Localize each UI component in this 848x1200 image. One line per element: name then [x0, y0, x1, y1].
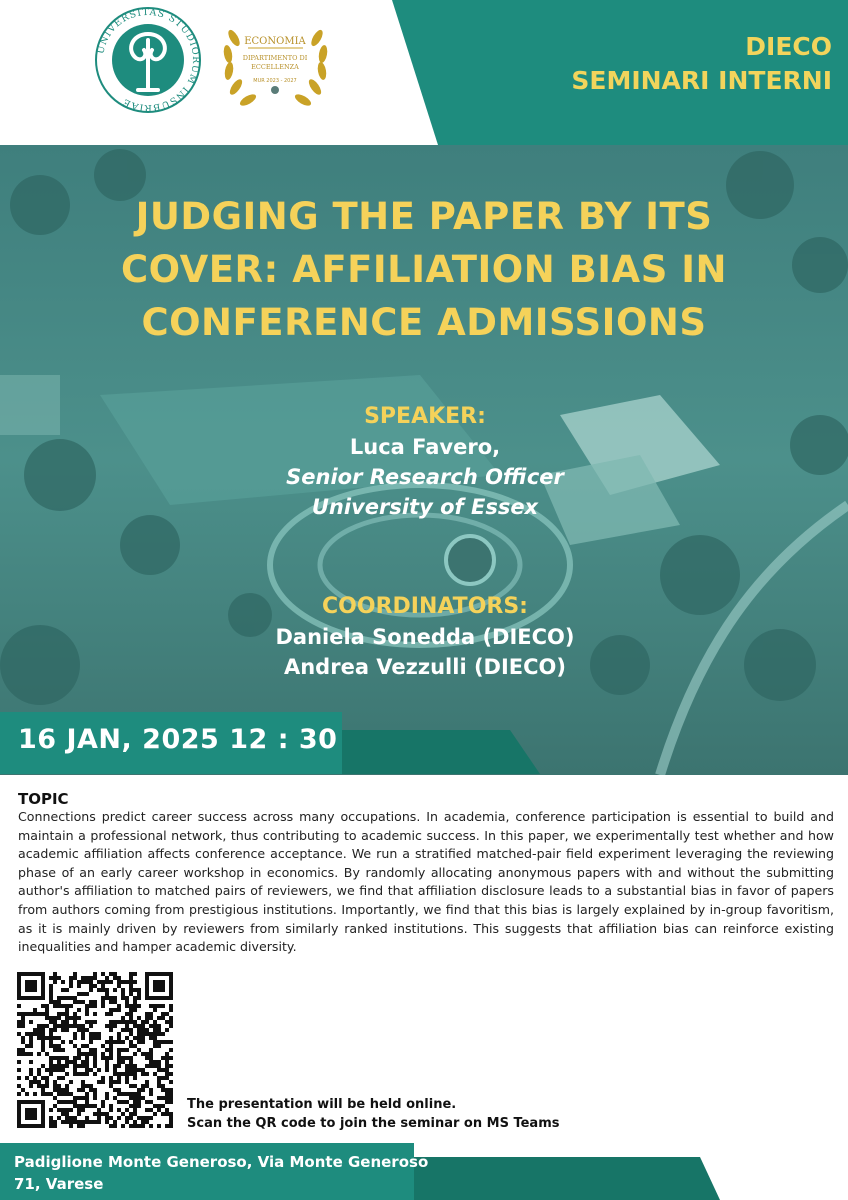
excellence-line3: MUR 2023 - 2027 [253, 78, 297, 84]
speaker-block [200, 402, 650, 522]
speaker-label: SPEAKER: [364, 404, 486, 429]
excellence-line2: ECCELLENZA [251, 63, 299, 71]
topic-heading: TOPIC [18, 790, 69, 808]
online-line1: The presentation will be held online. [187, 1097, 457, 1112]
coordinator-item: Daniela Sonedda (DIECO) [275, 625, 575, 649]
title-line3: CONFERENCE ADMISSIONS [141, 301, 707, 344]
series-line2: SEMINARI INTERNI [571, 66, 832, 95]
seal-text: UNIVERSITAS STUDIORUM INSUBRIAE [95, 6, 202, 114]
speaker-affiliation: University of Essex [311, 495, 539, 519]
series-title [571, 30, 832, 98]
online-line2: Scan the QR code to join the seminar on MS Teams [187, 1116, 560, 1131]
series-line1: DIECO [745, 32, 832, 61]
speaker-name: Luca Favero, [349, 435, 501, 459]
coordinators-label: COORDINATORS: [322, 594, 528, 619]
venue-address [14, 1151, 428, 1195]
coordinators-block [170, 592, 680, 682]
speaker-role: Senior Research Officer [286, 465, 564, 489]
excellence-title: ECONOMIA [244, 36, 306, 47]
date-time: 16 JAN, 2025 12 : 30 [18, 724, 338, 755]
address-line2: 71, Varese [14, 1175, 104, 1193]
title-line1: JUDGING THE PAPER BY ITS [135, 195, 713, 238]
qr-code[interactable] [17, 972, 173, 1128]
address-line1: Padiglione Monte Generoso, Via Monte Generoso [14, 1153, 429, 1171]
online-note [187, 1095, 560, 1133]
excellence-line1: DIPARTIMENTO DI [242, 54, 308, 62]
seminar-title [90, 190, 758, 349]
title-line2: COVER: AFFILIATION BIAS IN [121, 248, 727, 291]
topic-abstract: Connections predict career success across many occupations. In academia, conference participation is essential to build and maintain a professional network, thus contributing to academic success. In this paper, we experimentally test whether and how academic affiliation affects conference acceptance. We run a stratified matched-pair field experiment leveraging the reviewing phase of an early career workshop in economics. By randomly allocating anonymous papers with and without the submitting author's affiliation to matched pairs of reviewers, we find that affiliation disclosure leads to a substantial bias in favor of papers from authors coming from prestigious institutions. Importantly, we find that this bias is largely explained by in-group favoritism, as it is mainly driven by reviewers from similarly ranked institutions. This suggests that affiliation bias can reinforce existing inequalities and hamper academic diversity. [18, 809, 834, 955]
coordinator-item: Andrea Vezzulli (DIECO) [283, 655, 566, 679]
qr-code-image[interactable] [17, 972, 173, 1128]
